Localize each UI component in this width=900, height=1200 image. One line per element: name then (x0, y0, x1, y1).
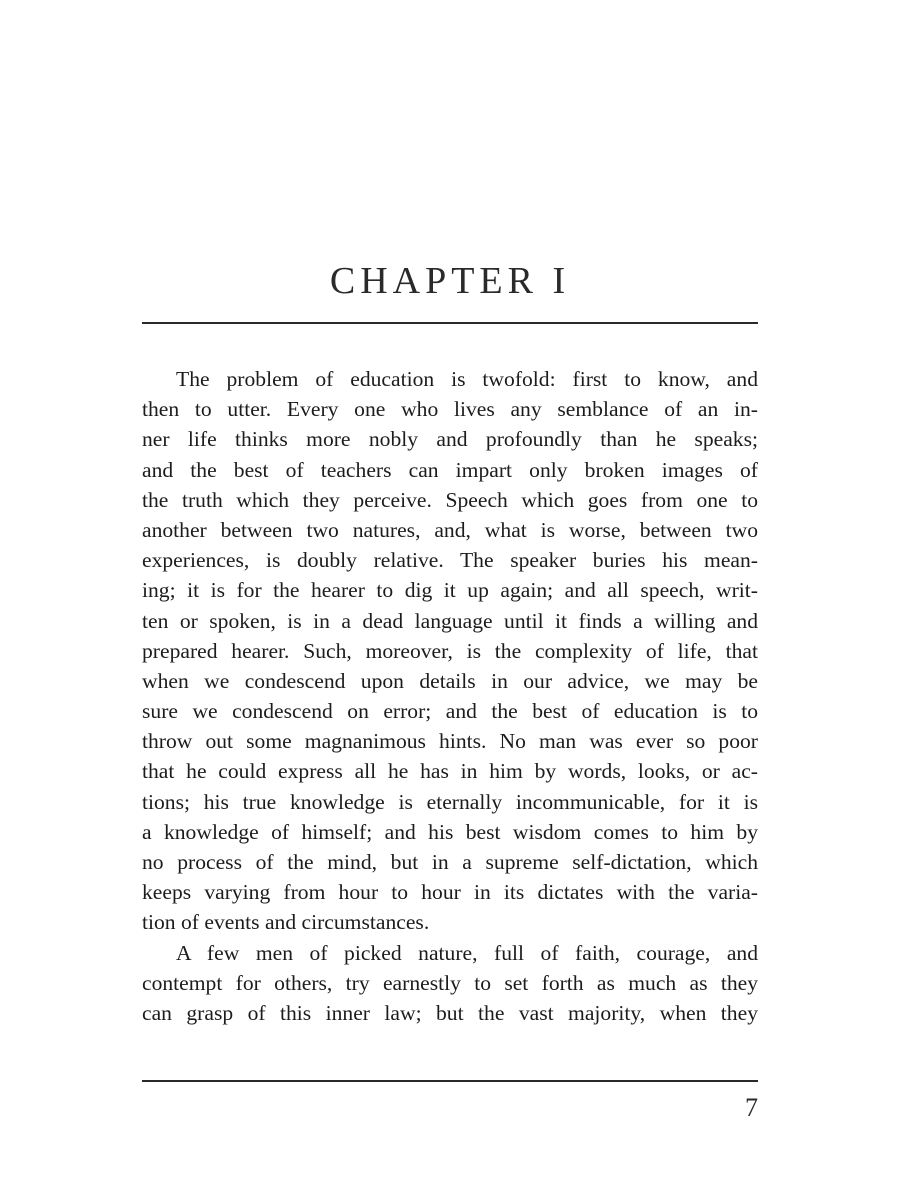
text-line: then to utter. Every one who lives any semblance of an in- (142, 397, 758, 422)
text-line: ten or spoken, is in a dead language until it finds a willing and (142, 608, 758, 633)
text-line: ner life thinks more nobly and profoundly than he speaks; (142, 427, 758, 452)
text-line: and the best of teachers can impart only broken images of (142, 457, 758, 482)
text-line: The problem of education is twofold: first to know, and (176, 367, 758, 391)
text-line: contempt for others, try earnestly to set forth as much as they (142, 970, 758, 995)
text-line: no process of the mind, but in a supreme self-dictation, which (142, 850, 758, 874)
page-number: 7 (745, 1093, 758, 1122)
text-line: tions; his true knowledge is eternally incommunicable, for it is (142, 789, 758, 814)
body-text (142, 364, 758, 1028)
text-line: ing; it is for the hearer to dig it up again; and all speech, writ- (142, 578, 758, 603)
text-line: experiences, is doubly relative. The speaker buries his mean- (142, 548, 758, 573)
text-line: when we condescend upon details in our advice, we may be (142, 668, 758, 693)
text-line: sure we condescend on error; and the best of education is to (142, 699, 758, 724)
text-line: a knowledge of himself; and his best wisdom comes to him by (142, 819, 758, 844)
text-line: prepared hearer. Such, moreover, is the complexity of life, that (142, 638, 758, 663)
text-line: that he could express all he has in him by words, looks, or ac- (142, 759, 758, 784)
text-line: another between two natures, and, what is worse, between two (142, 517, 758, 542)
text-line: throw out some magnanimous hints. No man was ever so poor (142, 729, 758, 754)
bottom-rule (142, 1080, 758, 1082)
text-line: keeps varying from hour to hour in its dictates with the varia- (142, 880, 758, 905)
top-rule (142, 322, 758, 324)
text-line: A few men of picked nature, full of faith, courage, and (176, 940, 758, 965)
chapter-title: CHAPTER I (329, 260, 571, 302)
text-line: tion of events and circumstances. (142, 910, 430, 935)
text-line: can grasp of this inner law; but the vast majority, when they (142, 1000, 758, 1025)
text-line: the truth which they perceive. Speech which goes from one to (142, 487, 758, 512)
